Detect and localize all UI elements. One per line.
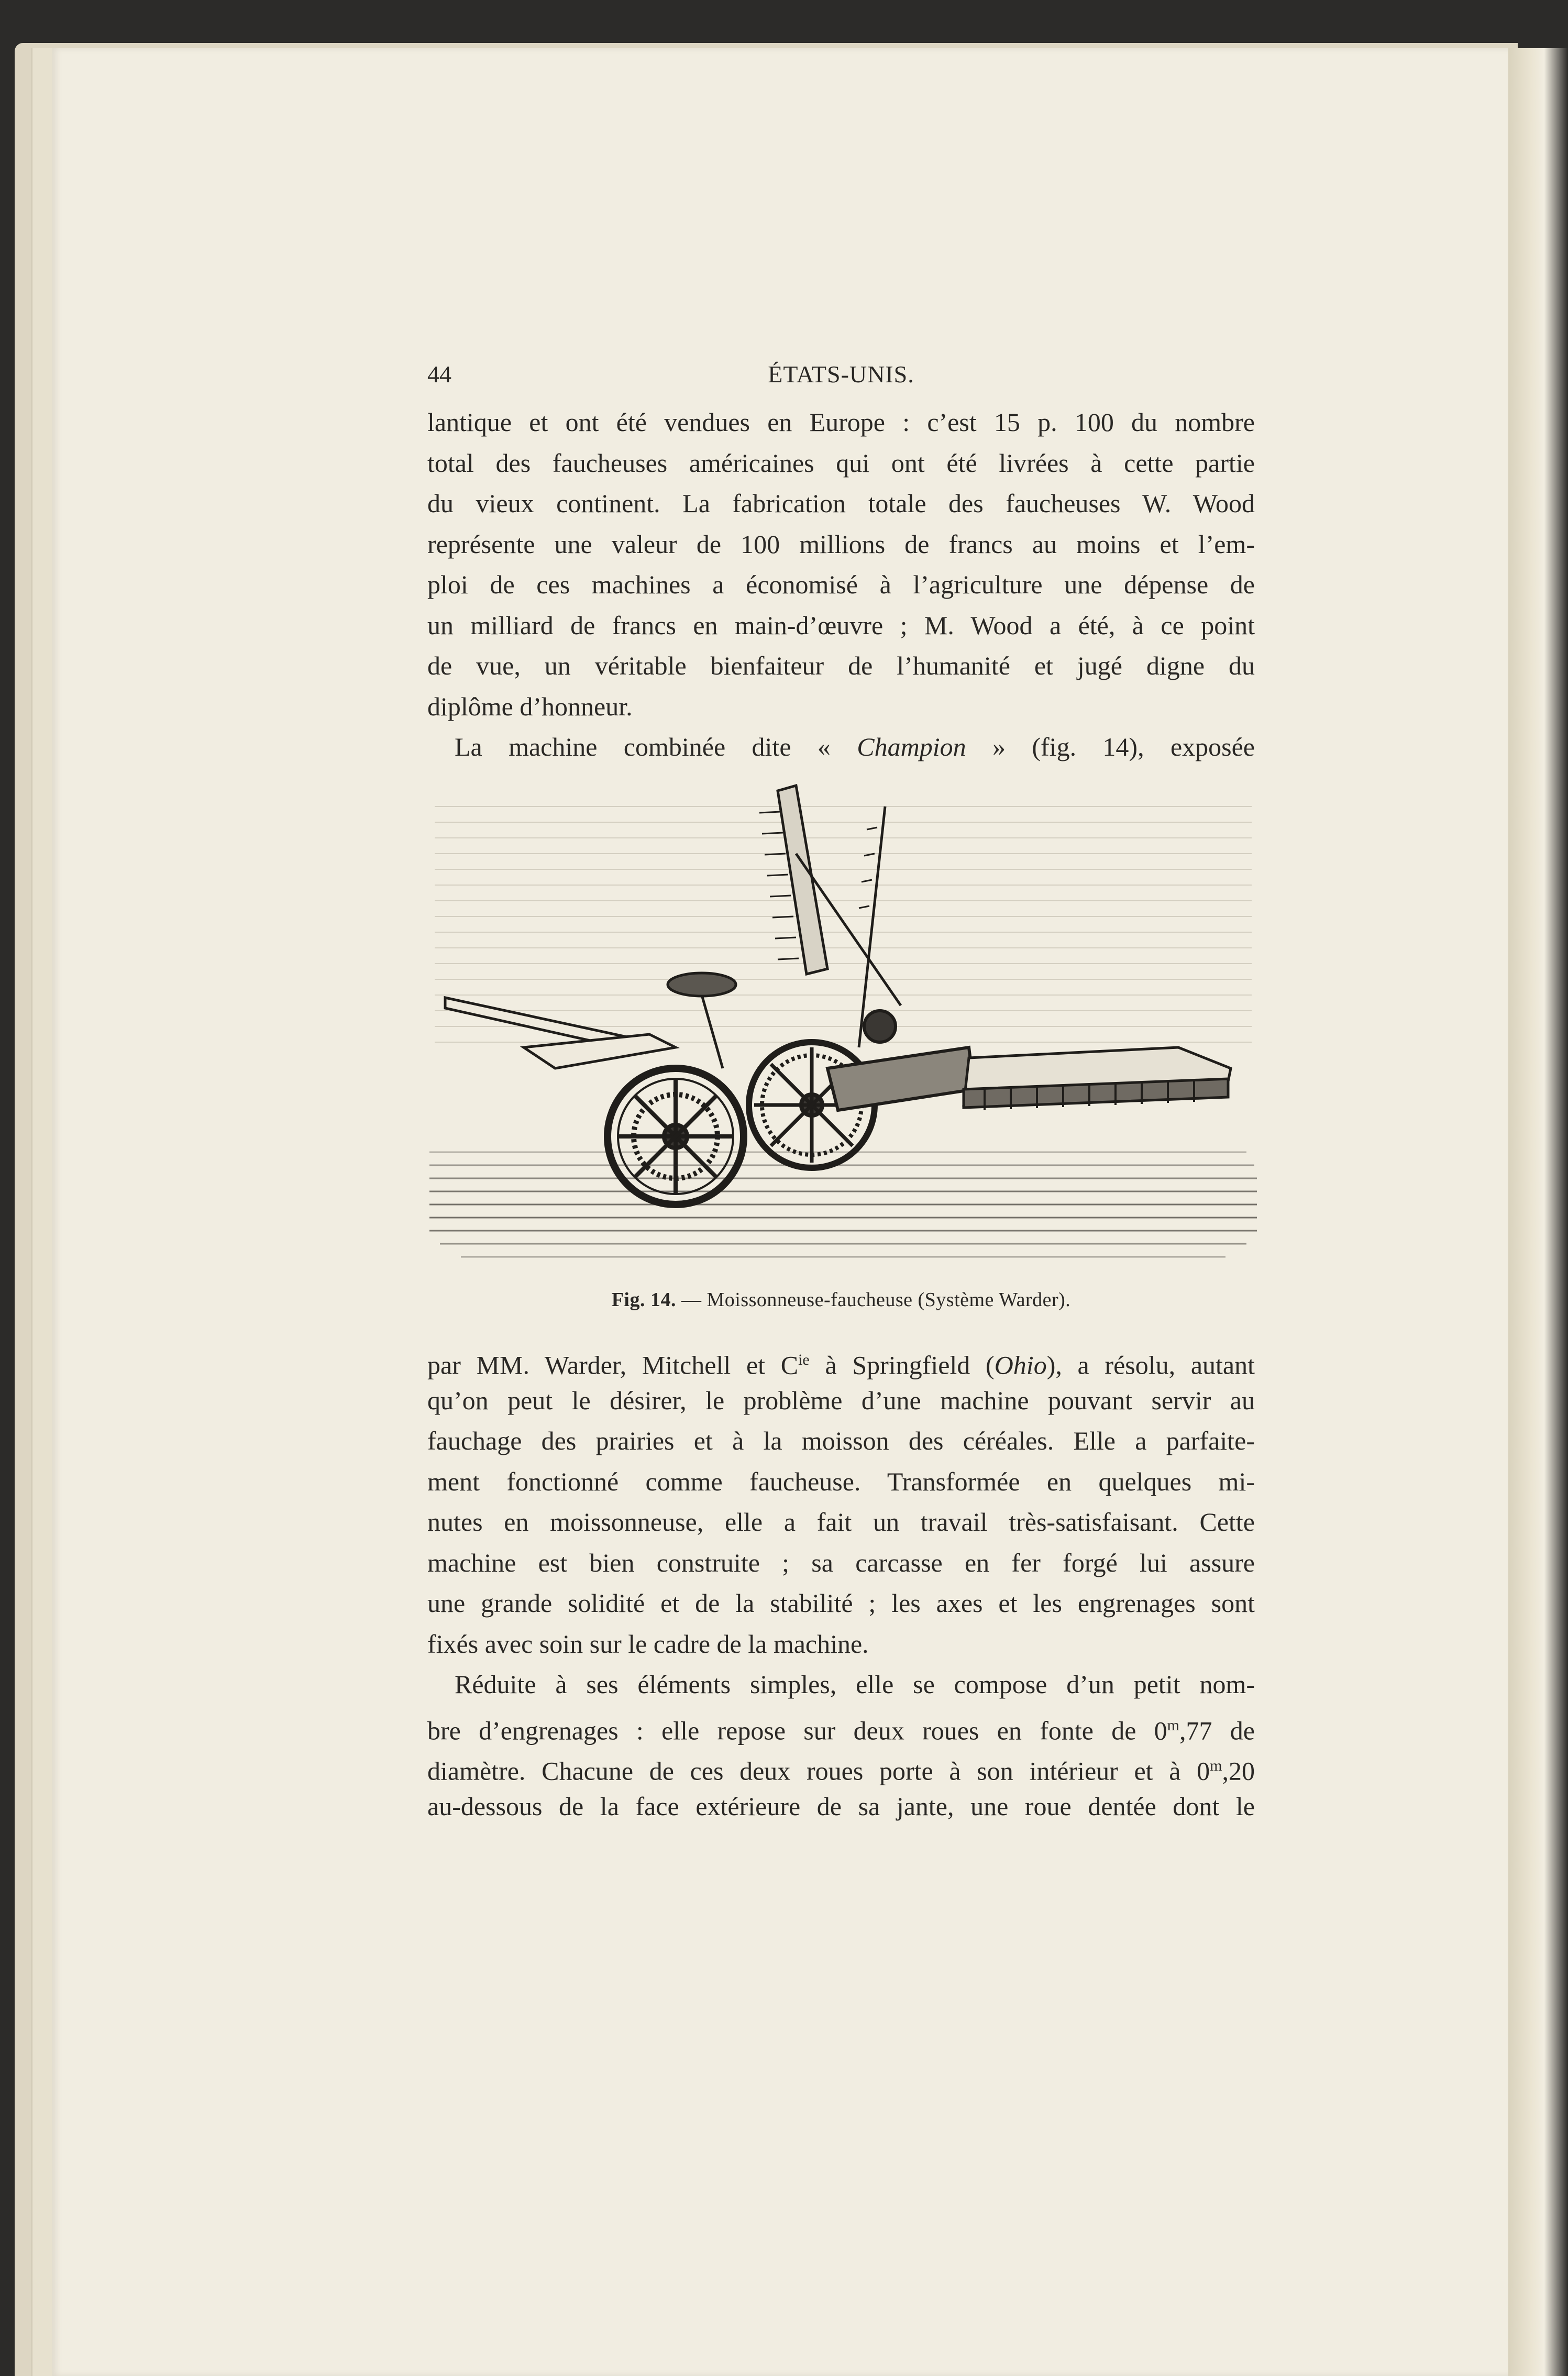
- text-line: qu’on peut le désirer, le problème d’une machine pouvant servir au: [427, 1385, 1255, 1415]
- paragraph-top: [427, 402, 1255, 768]
- figure-label: Fig. 14.: [611, 1289, 676, 1311]
- ground-shading: [429, 1152, 1257, 1257]
- text-line: nutes en moissonneuse, elle a fait un travail très-satisfaisant. Cette: [427, 1507, 1255, 1537]
- text-line: fauchage des prairies et à la moisson des céréales. Elle a parfaite-: [427, 1426, 1255, 1455]
- figure-caption: [427, 1288, 1255, 1311]
- text-line: un milliard de francs en main-d’œuvre ; M. Wood a été, à ce point: [427, 610, 1255, 640]
- running-title: ÉTATS-UNIS.: [768, 361, 914, 388]
- text-line: au-dessous de la face extérieure de sa jante, une roue dentée dont le: [427, 1791, 1255, 1821]
- text-line: total des faucheuses américaines qui ont été livrées à cette partie: [427, 448, 1255, 478]
- champion-name: Champion: [857, 732, 966, 761]
- text-line: fixés avec soin sur le cadre de la machine.: [427, 1629, 869, 1659]
- reaper-drive-wheel: [608, 1068, 744, 1204]
- paragraph-after-figure: [427, 1340, 1255, 1664]
- place-ohio: Ohio: [994, 1350, 1047, 1380]
- figure-engraving-reaper: [429, 775, 1257, 1273]
- page-gutter: [1508, 48, 1568, 2376]
- text-line: une grande solidité et de la stabilité ; les axes et les engrenages sont: [427, 1588, 1255, 1618]
- figure-caption-text: — Moissonneuse-faucheuse (Système Warder).: [676, 1289, 1071, 1311]
- text-line-champion-intro: La machine combinée dite « Champion » (fig. 14), exposée: [455, 732, 1255, 761]
- reaper-pole: [445, 998, 676, 1068]
- text-line: Réduite à ses éléments simples, elle se compose d’un petit nom-: [455, 1670, 1255, 1699]
- reaper-cutter-bar: [964, 1047, 1231, 1110]
- background-hatching: [435, 806, 1252, 1042]
- text-line: de vue, un véritable bienfaiteur de l’humanité et jugé digne du: [427, 651, 1255, 680]
- text-line: lantique et ont été vendues en Europe : c’est 15 p. 100 du nombre: [427, 407, 1255, 437]
- text-line: par MM. Warder, Mitchell et $C^{ie}$ à Springfield (Ohio), a résolu, autant: [427, 1350, 1255, 1380]
- text-line: bre d’engrenages : elle repose sur deux roues en fonte de 0$^m$,77 de: [427, 1716, 1255, 1745]
- paragraph-last: [427, 1664, 1255, 1827]
- reaper-frame: [827, 1011, 974, 1110]
- reaper-seat: [668, 973, 736, 1068]
- text-line: diamètre. Chacune de ces deux roues porte à son intérieur et à 0$^m$,20: [427, 1756, 1255, 1786]
- page-number: 44: [427, 361, 451, 388]
- text-line: représente une valeur de 100 millions de francs au moins et l’em-: [427, 529, 1255, 559]
- text-line: ment fonctionné comme faucheuse. Transformée en quelques mi-: [427, 1466, 1255, 1496]
- text-line: diplôme d’honneur.: [427, 691, 633, 721]
- text-line: ploi de ces machines a économisé à l’agriculture une dépense de: [427, 570, 1255, 599]
- running-head: [427, 360, 1255, 392]
- text-line: machine est bien construite ; sa carcasse en fer forgé lui assure: [427, 1548, 1255, 1577]
- text-line: du vieux continent. La fabrication totale des faucheuses W. Wood: [427, 489, 1255, 518]
